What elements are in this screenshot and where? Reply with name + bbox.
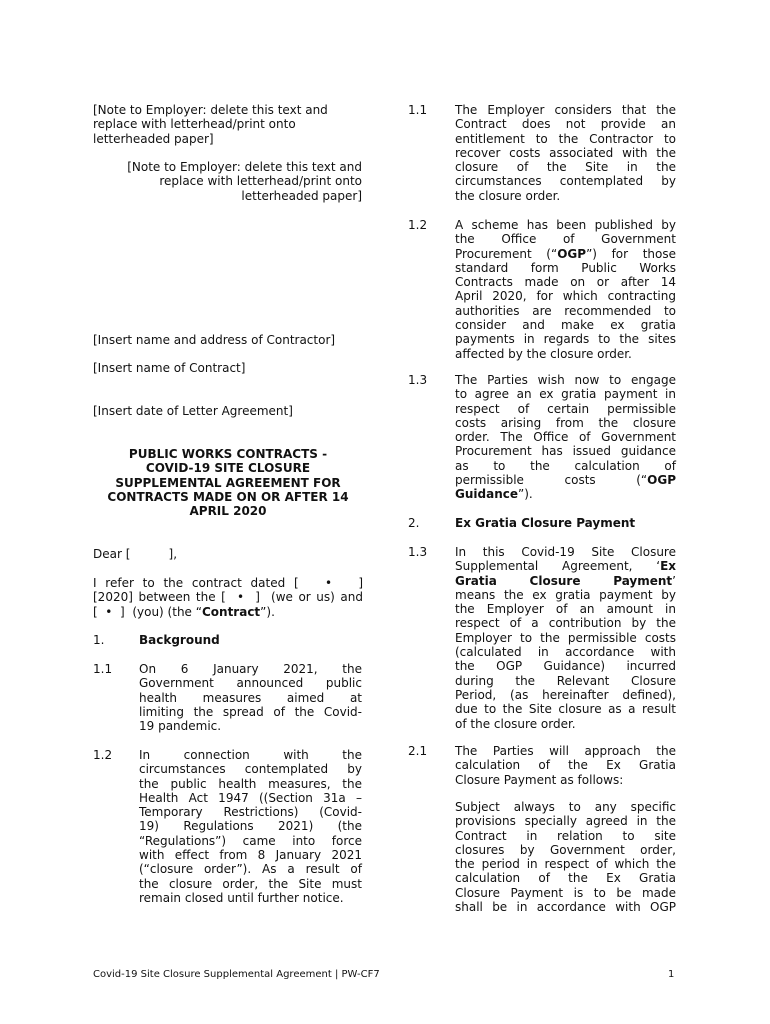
clause-text: Procurement (“: [455, 246, 558, 261]
clause-line: due to the Site closure as a result: [455, 702, 676, 717]
right-clause-1-3b-text: [455, 545, 676, 731]
note-line: letterheaded paper]: [241, 188, 362, 203]
defined-term-contract: Contract: [201, 604, 261, 619]
note-line: replace with letterhead/print onto: [93, 117, 296, 132]
clause-line: of the closure order.: [455, 716, 576, 731]
clause-line: A scheme has been published by: [455, 218, 676, 232]
clause-line: Contracts made on or after 14: [455, 275, 676, 290]
clause-line: standard form Public Works: [455, 260, 676, 275]
clause-line: during the Relevant Closure: [455, 673, 676, 688]
clause-line: April 2020, for which contracting: [455, 289, 676, 304]
clause-line: shall be in accordance with OGP: [455, 900, 676, 915]
refer-text: ”).: [260, 604, 275, 619]
clause-line: [455, 574, 676, 588]
defined-term-guidance: Guidance: [455, 487, 518, 502]
clause-line: Employer to the permissible costs: [455, 630, 676, 645]
clause-line: the period in respect of which the: [455, 857, 676, 872]
note-line: replace with letterhead/print onto: [159, 174, 362, 189]
title-line: PUBLIC WORKS CONTRACTS -: [128, 447, 328, 461]
clause-line: the closure order, the Site must: [139, 876, 362, 891]
defined-term-ogp: OGP: [557, 246, 587, 261]
clause-line: recover costs associated with the: [455, 145, 676, 160]
insert-date: [Insert date of Letter Agreement]: [93, 404, 293, 418]
refer-line: [2020] between the [ • ] (we or us) and: [93, 590, 363, 605]
note-line: [Note to Employer: delete this text and: [127, 160, 362, 174]
section-2-heading: Ex Gratia Closure Payment: [455, 516, 636, 530]
refer-text: [ • ] (you) (the “: [93, 604, 202, 619]
clause-line: Contract does not provide an: [455, 117, 676, 132]
clause-line: the public health measures, the: [139, 776, 362, 791]
right-clause-1-2-text: [455, 218, 676, 361]
clause-line: health measures aimed at: [139, 690, 362, 705]
clause-line: Period, (as hereinafter defined),: [455, 687, 676, 702]
right-clause-1-1-number: 1.1: [408, 103, 428, 117]
clause-line: entitlement to the Contractor to: [455, 131, 676, 146]
clause-line: (calculated in accordance with: [455, 645, 676, 660]
clause-text: permissible costs (“: [455, 473, 648, 488]
employer-note-1: [93, 103, 363, 146]
clause-line: the Office of Government: [455, 232, 676, 247]
clause-line: authorities are recommended to: [455, 303, 676, 318]
title-line: APRIL 2020: [189, 504, 267, 519]
insert-contract-name: [Insert name of Contract]: [93, 361, 246, 375]
clause-line: circumstances contemplated by: [139, 762, 362, 777]
right-clause-2-1-para-2: [455, 800, 676, 914]
defined-term-ogp: OGP: [647, 473, 676, 488]
clause-line: remain closed until further notice.: [139, 890, 344, 905]
section-2-number: 2.: [408, 516, 420, 530]
clause-line: respect of a contribution by the: [455, 616, 676, 631]
clause-line: Subject always to any specific: [455, 800, 676, 814]
clause-line: 19 pandemic.: [139, 719, 222, 734]
clause-1-1-number: 1.1: [93, 662, 113, 676]
clause-1-2-number: 1.2: [93, 748, 113, 762]
note-line: [Note to Employer: delete this text and: [93, 103, 328, 117]
employer-note-2: [93, 160, 362, 203]
clause-line: Closure Payment is to be made: [455, 885, 676, 900]
clause-line: In this Covid-19 Site Closure: [455, 545, 676, 559]
right-clause-1-2-number: 1.2: [408, 218, 428, 232]
clause-line: closures by Government order,: [455, 842, 676, 857]
right-clause-1-3-text: [455, 373, 676, 502]
clause-line: as to the calculation of: [455, 458, 676, 473]
clause-line: [455, 487, 676, 501]
clause-line: The Parties wish now to engage: [455, 373, 676, 387]
clause-line: (“closure order”). As a result of: [139, 862, 362, 877]
right-clause-1-1-text: [455, 103, 676, 203]
clause-line: to agree an ex gratia payment in: [455, 387, 676, 402]
clause-text: ’: [672, 573, 676, 588]
clause-line: The Parties will approach the: [455, 744, 676, 758]
right-clause-1-3-number: 1.3: [408, 373, 428, 387]
footer-document-name: Covid-19 Site Closure Supplemental Agreement | PW-CF7: [93, 969, 380, 980]
clause-line: the closure order.: [455, 188, 561, 203]
clause-line: closure of the Site in the: [455, 160, 676, 175]
clause-text: Supplemental Agreement, ‘: [455, 559, 661, 574]
clause-line: The Employer considers that the: [455, 103, 676, 117]
clause-text: ”) for those: [586, 246, 676, 261]
clause-line: Contract in relation to site: [455, 828, 676, 843]
clause-1-1-text: [139, 662, 362, 733]
defined-term-gratia: Gratia Closure Payment: [455, 573, 673, 588]
document-title: [93, 447, 363, 518]
clause-line: Temporary Restrictions) (Covid-: [139, 805, 362, 820]
clause-text: ”).: [518, 487, 533, 502]
clause-line: the Employer of an amount in: [455, 602, 676, 617]
clause-line: Closure Payment as follows:: [455, 772, 624, 787]
clause-line: respect of certain permissible: [455, 401, 676, 416]
refer-paragraph: [93, 576, 363, 619]
clause-line: calculation of the Ex Gratia: [455, 871, 676, 886]
clause-line: [455, 473, 676, 487]
note-line: letterheaded paper]: [93, 131, 214, 146]
clause-line: payments in regards to the sites: [455, 332, 676, 347]
title-line: COVID-19 SITE CLOSURE: [145, 461, 311, 476]
clause-line: costs arising from the closure: [455, 415, 676, 430]
clause-line: Health Act 1947 ((Section 31a –: [139, 790, 362, 805]
insert-contractor: [Insert name and address of Contractor]: [93, 333, 336, 347]
clause-line: In connection with the: [139, 748, 362, 762]
clause-line: the OGP Guidance) incurred: [455, 659, 676, 674]
clause-1-2-text: [139, 748, 362, 905]
title-line: SUPPLEMENTAL AGREEMENT FOR: [115, 475, 341, 490]
section-1-heading: Background: [139, 633, 220, 647]
clause-line: 19) Regulations 2021) (the: [139, 819, 362, 834]
clause-line: [455, 247, 676, 261]
clause-line: “Regulations”) came into force: [139, 833, 362, 848]
clause-line: limiting the spread of the Covid-: [139, 704, 362, 719]
clause-line: calculation of the Ex Gratia: [455, 758, 676, 773]
clause-line: provisions specially agreed in the: [455, 814, 676, 829]
clause-line: with effect from 8 January 2021: [139, 848, 362, 863]
refer-line: [93, 605, 363, 619]
right-clause-2-1-number: 2.1: [408, 744, 428, 758]
salutation: Dear [ ],: [93, 547, 178, 561]
clause-line: [455, 559, 676, 573]
clause-line: circumstances contemplated by: [455, 174, 676, 189]
clause-line: consider and make ex gratia: [455, 318, 676, 333]
refer-line: I refer to the contract dated [ • ]: [93, 576, 363, 590]
clause-line: order. The Office of Government: [455, 430, 676, 445]
clause-line: means the ex gratia payment by: [455, 587, 676, 602]
clause-line: On 6 January 2021, the: [139, 662, 362, 676]
title-line: CONTRACTS MADE ON OR AFTER 14: [107, 489, 349, 504]
clause-line: Government announced public: [139, 676, 362, 691]
section-1-number: 1.: [93, 633, 105, 647]
clause-line: affected by the closure order.: [455, 346, 632, 361]
right-clause-2-1-text: [455, 744, 676, 787]
clause-line: Procurement has issued guidance: [455, 444, 676, 459]
defined-term-ex: Ex: [660, 559, 676, 574]
footer-page-number: 1: [668, 969, 675, 980]
right-clause-1-3b-number: 1.3: [408, 545, 428, 559]
